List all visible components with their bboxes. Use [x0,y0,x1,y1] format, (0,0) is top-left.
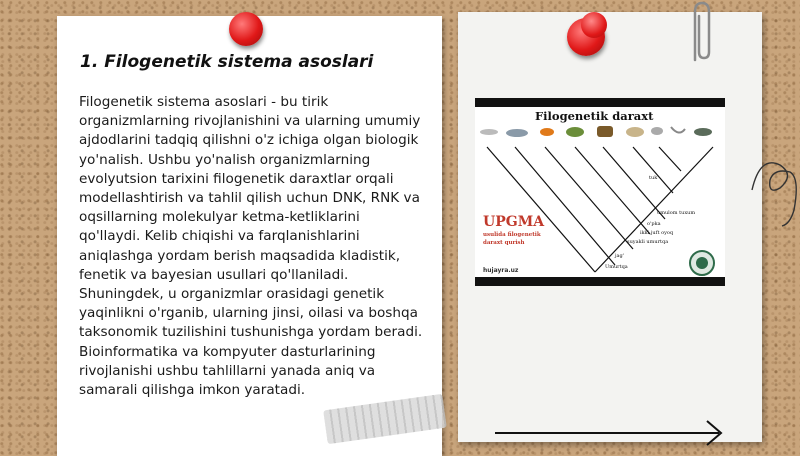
pushpin-icon [229,12,263,46]
phylogenetic-tree-figure [475,98,725,286]
node-label: ikki juft oyoq [640,230,674,236]
node-label: suyakli umurtqa [627,239,669,245]
node-label: o'pka [647,221,661,227]
credit-label: hujayra.uz [483,267,519,274]
pushpin-icon [567,18,605,56]
note-body: Filogenetik sistema asoslari - bu tirik organizmlarning rivojlanishini va ularning umumiy ajdodlarini tadqiq qilishni o'z ichiga olgan biologik yo'nalish. Ushbu yo'nalish organizmlarning evolyutsion tarixini filogenetik daraxtlar orqali modellashtirish va tahlil qilish uchun DNK, RNK va oqsillarning molekulyar ketma-ketliklarini qo'llaydi. Kelib chiqishi va farqlanishlarini aniqlashga yordam berish maqsadida kladistik, fenetik va bayesian usullari qo'llaniladi. Shuningdek, u organizmlar orasidagi genetik yaqinlikni o'rganib, ularning jinsi, oilasi va boshqa taksonomik tuzilishini tushunishga yordam beradi. Bioinformatika va kompyuter dasturlarining rivojlanishi ushbu tahlillarni yanada aniq va samarali qilishga imkon yaratadi. [79,94,423,399]
arrow-right-icon [495,418,725,448]
paperclip-icon [687,0,717,64]
upgma-subtitle: usulida filogenetik daraxt qurish [483,232,541,246]
spiral-doodle-icon [750,150,800,230]
upgma-label: UPGMA [483,214,545,230]
note-title: 1. Filogenetik sistema asoslari [80,52,374,72]
node-label: tuk [649,175,658,181]
animal-icons [480,126,712,137]
node-label: jag' [615,253,625,259]
node-label: umulom tuxum [657,210,696,216]
node-label: Umurtqa [605,264,628,270]
figure-title: Filogenetik daraxt [535,109,654,123]
cell-logo-icon [688,249,716,277]
